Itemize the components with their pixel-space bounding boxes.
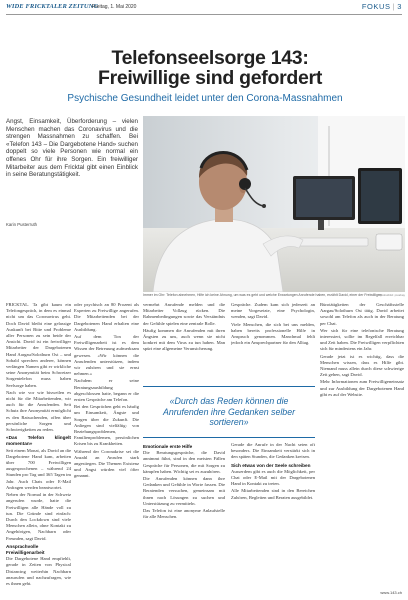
divider: | (392, 2, 396, 11)
subheading: Ansprachvolle Freiwilligenarbeit (6, 543, 45, 555)
paragraph: Auf dem Ton der Freiwilligenarbeit ist es dem Wissen der Betreuung aufmerksam gewesen. «Wir können die Anrufenden unterstützen, indem wir zuhören und sie ernst nehmen.» (74, 334, 139, 377)
paragraph: Ausserdem gibt es auch die Möglichkeit, per Chat oder E-Mail mit der Dargebotenen Hand in Kontakt zu treten. (231, 468, 315, 487)
paragraph: Mehr Informationen zum Freiwilligeneinsatz und zur Ausbildung der Dargebotenen Hand gibt es auf der Website. (320, 379, 404, 397)
masthead (6, 2, 402, 16)
paragraph: Neben der Normal in der Schweiz angerufen wurde, hatte die Freiwilligen alle Hände voll zu tun. Die Gründe sind einfach: Durch den Lockdown sind viele Menschen allein, ohne Kontakt zu Angehörigen, Nachbarn oder Freunden, sagt David. (6, 492, 71, 541)
paragraph: Während der Coronakrise sei die Anzahl an Anrufen stark angestiegen. Die Themen Existenz und Angst würden viel öfter genannt. (74, 448, 139, 479)
article-column-1 (6, 302, 71, 586)
subheading: «Das Telefon klingelt momentan» (6, 435, 71, 447)
paragraph: Die Beratungsgespräche, die David annimmt führt, sind in den meisten Fällen Gespräche für Personen, die mit Sorgen zu kämpfen haben. Wichtig sei es zuzuhören. (143, 450, 225, 474)
paragraph: Gerade die Anrufe in der Nacht seien oft besonders. Die Einsamkeit verstärkt sich in den späten Stunden, die Gedanken kreisen. (231, 442, 315, 460)
paragraph: Viele Menschen, die sich bei uns melden, haben bereits professionelle Hilfe in Anspruch genommen. Manchmal fehlt jedoch ein Ansprechpartner für den Alltag. (231, 321, 315, 346)
paragraph: FRICKTAL. Ta gibt kaum ein Telefongespräch, in dem es einmal nicht um das Coronavirus geht. Doch David bleibt eine gelassige Auskunft bei Bitte und Probleme aller Personen zu sein beide der Ansicht. David ist ein freiwilliger Mitarbeiter der Dargebotenen Hand Aargau/Solothurn Ost – und Sobald sprechen anderer, können verlängen Namen gibt er wirkliche seine Anonymität beim Schweizer Sorgentelefon muss haben Seelsorge haben. (6, 302, 71, 388)
paragraph: Die Anrufenden können dann ihre Gedanken und Gefühle in Worte fassen. Die Beratenden versuchen, gemeinsam mit ihnen nach Lösungen zu suchen und Unterstützung zu vermitteln. (143, 476, 225, 506)
article-column-3-bottom (143, 442, 225, 586)
section-label (362, 2, 402, 11)
section-name: FOKUS (361, 2, 391, 11)
article-column-4-bottom (231, 442, 315, 586)
subheading: Sich etwas von der Seele schreiben (231, 462, 311, 468)
photo-credit: Symbolbild: pixabay (378, 293, 405, 297)
paragraph: Häufig kommen die Anrufenden mit ihren Ängsten zu uns, auch wenn sie nicht konkret mit dem Virus zu tun haben. Man spürt eine allgemeine Verunsicherung. (143, 327, 225, 352)
paragraph: Die Dargebotene Hand empfiehlt, gerade in Zeiten von Physical Distancing weiterhin Nachbarn anzurufen und nachzufragen, wie es ihnen geht. (6, 556, 71, 586)
paragraph: Bürotätigkeiten der Geschäftsstelle Aargau/Solothurn Ost tätig. David arbeitet sowohl am Telefon als auch in der Beratung per Chat. (320, 302, 404, 326)
article-column-2 (74, 302, 139, 586)
paragraph: Nachdem er seine Beratungsausbildung abgeschlossen hatte, begann er die ersten Gespräche am Telefon. (74, 378, 139, 403)
article-headline (60, 48, 360, 88)
issue-date: Freitag, 1. Mai 2020 (92, 4, 137, 10)
paragraph: Gespräche. Zudem kam sich jederzeit an meine Vorgesetzte, eine Psychologin, wenden, sagt David. (231, 302, 315, 320)
article-column-5 (320, 302, 404, 586)
article-column-4-top (231, 302, 315, 382)
paragraph: Das Telefon ist eine anonyme Anlaufstelle für alle Menschen. (143, 508, 225, 520)
article-lead: Angst, Einsamkeit, Überforderung – vielen Menschen machen das Coronavirus und die strengen Massnahmen zu schaffen. Bei «Telefon 143 – Die Dargebotene Hand» suchen doppelt so viele Personen wie normal ein offenes Ohr für ihre Sorgen. Ein freiwilliger Mitarbeiter aus dem Fricktal gibt einen Einblick in seine Beratungstätigkeit. (6, 118, 138, 179)
article-subhead: Psychische Gesundheit leidet unter den Corona-Massnahmen (67, 93, 343, 104)
masthead-rule (6, 14, 402, 15)
paragraph: Alle Mitarbeitenden sind in den Bereichen Zuhören, Begleiten und Beraten ausgebildet. (231, 488, 315, 500)
article-photo (143, 116, 405, 292)
paragraph: Nach wie vor wie bisweilen es nicht für die Mitarbeitenden, wir auch für die Anrufenden. Seit Schutz ihre Anonymität ermöglicht es den Ratsuchenden, offen über persönliche Sorgen und Schwierigkeiten zu reden. (6, 389, 71, 433)
photo-caption: Immer im Ohr: Telefon abnehmen, Hilfe ich keine Ahnung, um was es geht und welche Erwartungen Anrufende haben, erzählt David, einer der Freiwilligen. (143, 293, 383, 297)
paragraph: Bei den Gesprächen geht es häufig um Einsamkeit, Ängste und Sorgen über die Zukunft. Die Anliegen sind vielfältig: von Beziehungsproblemen, Familienproblemen, persönlichen Krisen bis zu Krankheiten. (74, 404, 139, 447)
website-link[interactable]: www.143.ch (380, 590, 402, 595)
paragraph: Seit einem Monat, als David an die Dargebotene Hand kam, arbeiten über 700 Freiwilligen ausgesprochenen – während 24 Stunden pro Tag und 365 Tagen im Jahr. Auch Chats oder E-Mail Anfragen werden beantwortet. (6, 447, 71, 490)
newspaper-logo: WIDE FRICKTALER ZEITUNG (6, 3, 99, 10)
subheading: Emotionale erste Hilfe (143, 444, 193, 449)
pull-quote: «Durch das Reden können die Anrufenden ihre Gedanken selber sortieren» (143, 386, 315, 438)
headline-line-1: Telefonseelsorge 143: (111, 47, 309, 69)
headline-line-2: Freiwillige sind gefordert (97, 67, 323, 89)
paragraph: vermehrt Anrufende melden und die Mitarbeiter Vollzug rücken. Die Rahmenbedingungen sowie das Verständnis der Gefühle spielen eine zentrale Rolle. (143, 302, 225, 326)
paragraph: Wer sich für eine telefonische Beratung interessiert, sollte im Regelfall erreichbar und Zeit haben. Die Freiwilligen verpflichten sich für mindestens ein Jahr. (320, 327, 404, 352)
article-column-3-top (143, 302, 225, 382)
article-byline: Karin Pusterruth (6, 222, 38, 227)
paragraph: oder psychisch an 80 Prozent als Experten zu Freiwillige angerufen. Die Mitarbeitenden bei der Dargebotenen Hand erhalten eine Ausbildung. (74, 302, 139, 332)
paragraph: Gerade jetzt ist es wichtig, dass die Menschen wissen, dass es Hilfe gibt. Niemand muss allein durch diese schwierige Zeit gehen, sagt David. (320, 353, 404, 378)
page-number: 3 (397, 2, 402, 11)
